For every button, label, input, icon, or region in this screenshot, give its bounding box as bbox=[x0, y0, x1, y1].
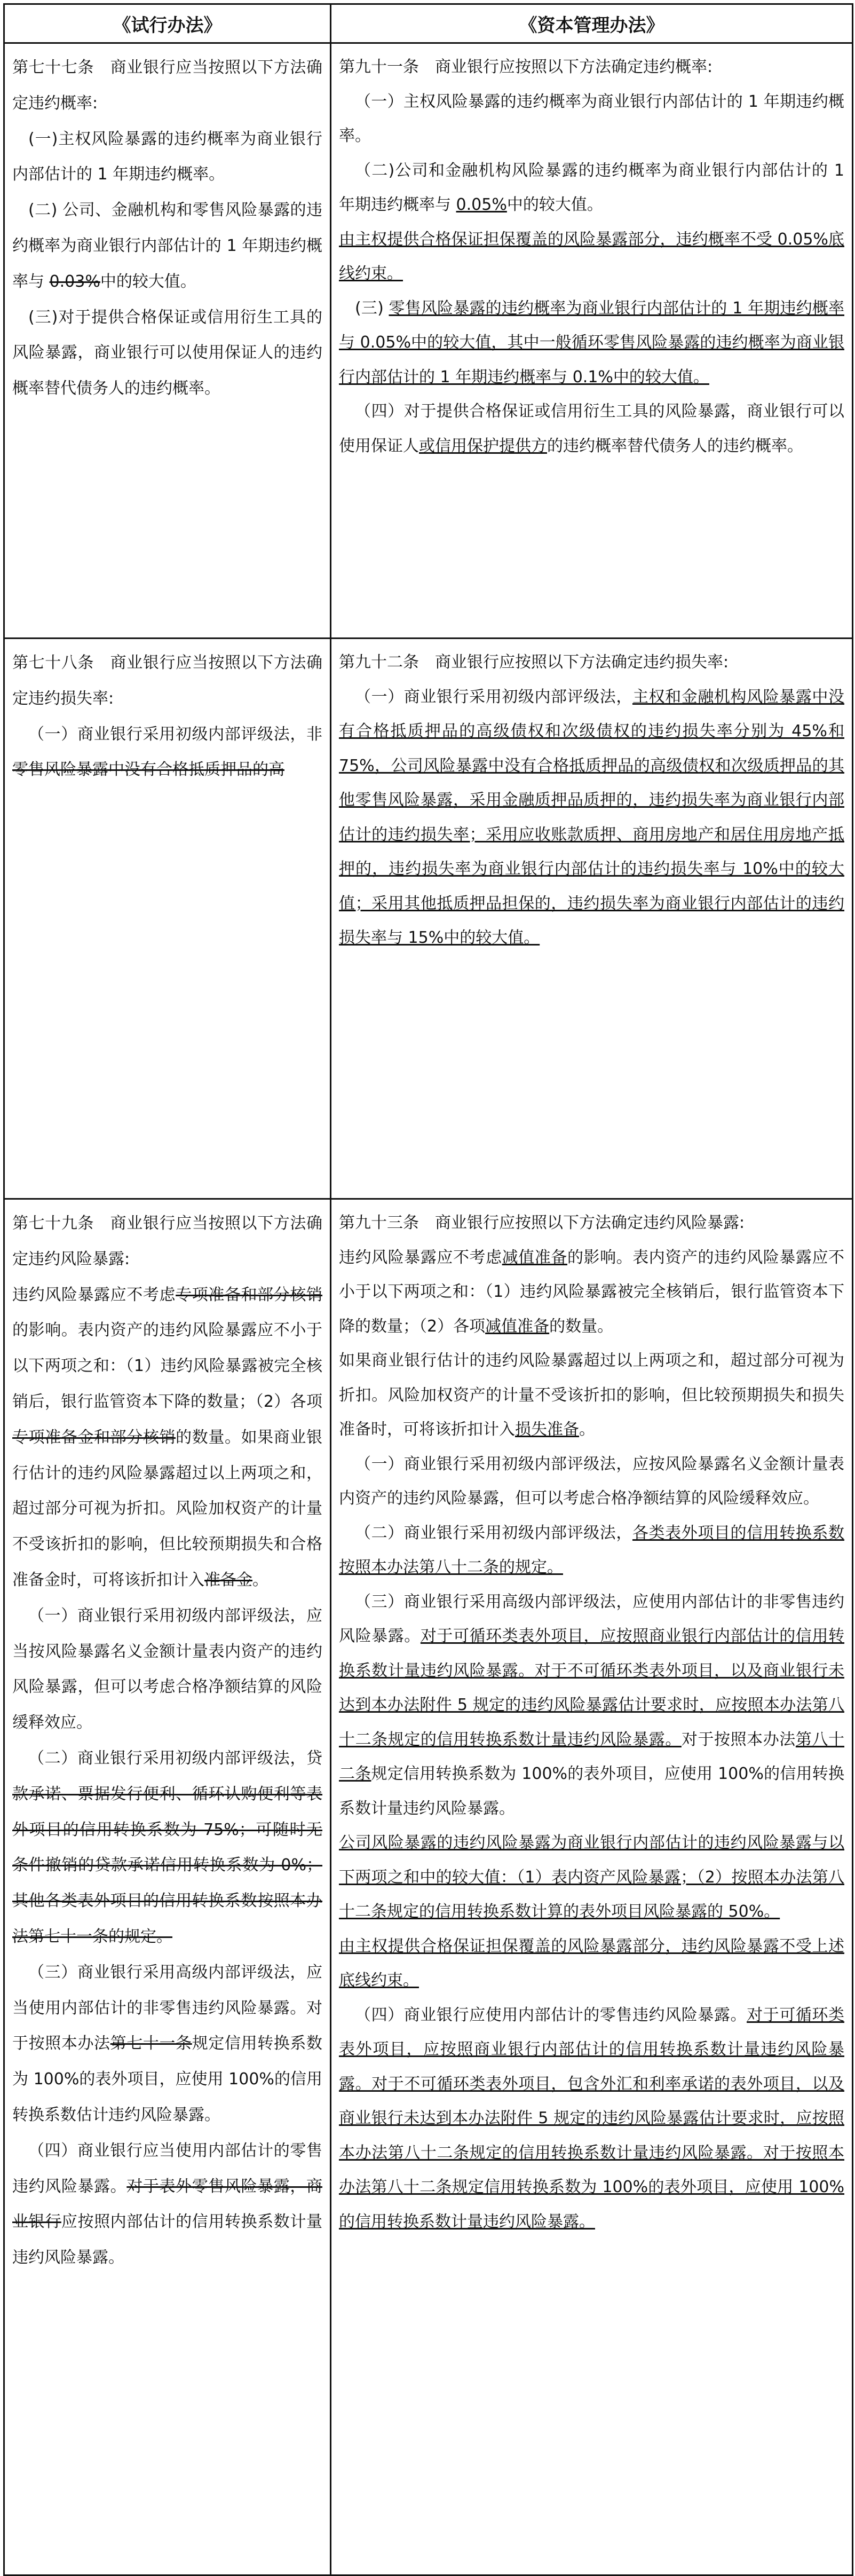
text-segment: 规定信用转换系数为 100%的表外项目，应使用 100%的信用转换系数估计违约风险暴露。 bbox=[12, 2034, 323, 2124]
capital-article-93 bbox=[331, 1199, 853, 2575]
text-segment: 的影响。表内资产的违约风险暴露应不小于以下两项之和：（1）违约风险暴露被完全核销后，银行监管资本下降的数量；（2）各项 bbox=[339, 1248, 845, 1336]
struck-text: 专项准备和部分核销 bbox=[176, 1285, 323, 1304]
text-segment: 规定信用转换系数为 100%的表外项目，应使用 100%的信用转换系数计量违约风险暴露。 bbox=[339, 1764, 845, 1818]
underlined-text: 减值准备 bbox=[502, 1248, 567, 1267]
text-segment: （一）主权风险暴露的违约概率为商业银行内部估计的 1 年期违约概率。 bbox=[339, 92, 844, 145]
underlined-text: 对于可循环类表外项目，应按照商业银行内部估计的信用转换系数计量违约风险暴露。对于不可循环类表外项目，以及商业银行未达到本办法附件 5 规定的违约风险暴露估计要求时，应按照本办法第八十二条规定的信用转换系数计量违约风险暴露。 bbox=[339, 1627, 845, 1749]
text-segment: （四）商业银行应使用内部估计的零售违约风险暴露。 bbox=[355, 2005, 747, 2024]
underlined-text: 各类表外项目的信用转换系数按照本办法第八十二条的规定。 bbox=[339, 1523, 845, 1577]
text-segment: 如果商业银行估计的违约风险暴露超过以上两项之和，超过部分可视为折扣。风险加权资产的计量不受该折扣的影响，但比较预期损失和损失准备时，可将该折扣计入 bbox=[339, 1351, 844, 1439]
text-segment: (二) 公司、金融机构和零售风险暴露的违约概率为商业银行内部估计的 1 年期违约概率与 bbox=[12, 201, 322, 291]
trial-article-77 bbox=[4, 43, 331, 639]
paragraph bbox=[12, 50, 322, 122]
paragraph bbox=[339, 1206, 844, 1241]
text-segment: 。 bbox=[252, 1570, 268, 1589]
paragraph bbox=[339, 1826, 844, 1929]
text-segment: 的影响。表内资产的违约风险暴露应不小于以下两项之和：（1）违约风险暴露被完全核销后，银行监管资本下降的数量；（2）各项 bbox=[12, 1321, 322, 1411]
paragraph bbox=[339, 1241, 844, 1344]
paragraph bbox=[12, 2133, 322, 2276]
article-row-exposure-at-default bbox=[4, 1199, 853, 2575]
text-segment: （三）商业银行采用高级内部评级法，应使用内部估计的非零售违约风险暴露。 bbox=[339, 1592, 844, 1645]
struck-text: 零售风险暴露中没有合格抵质押品的高 bbox=[12, 760, 284, 779]
struck-text: 准备金 bbox=[204, 1570, 252, 1589]
text-segment: （二)公司和金融机构风险暴露的违约概率为商业银行内部估计的 1 年期违约概率与 bbox=[339, 161, 844, 214]
trial-article-79 bbox=[4, 1199, 331, 2575]
text-segment: 中的较大值。 bbox=[100, 272, 196, 291]
article-row-default-probability bbox=[4, 43, 853, 639]
paragraph bbox=[12, 1278, 322, 1598]
paragraph bbox=[12, 122, 322, 193]
header-capital-measures: 《资本管理办法》 bbox=[331, 4, 853, 43]
underlined-text: 由主权提供合格保证担保覆盖的风险暴露部分，违约风险暴露不受上述底线约束。 bbox=[339, 1936, 844, 1990]
text-segment: （一）商业银行采用初级内部评级法，非 bbox=[28, 724, 322, 744]
paragraph bbox=[12, 300, 322, 407]
paragraph bbox=[339, 395, 844, 463]
text-segment: 的数量。 bbox=[549, 1317, 614, 1336]
text-segment: （一）商业银行采用初级内部评级法， bbox=[355, 687, 632, 706]
text-segment: 中的较大值。 bbox=[506, 195, 603, 214]
underlined-text: 零售风险暴露的违约概率为商业银行内部估计的 1 年期违约概率与 0.05%中的较大值，其中一般循环零售风险暴露的违约概率为商业银行内部估计的 1 年期违约概率与 0.1%中的较大值。 bbox=[339, 298, 844, 387]
text-segment: （四）商业银行应当使用内部估计的零售违约风险暴露。 bbox=[12, 2141, 322, 2196]
underlined-text: 由主权提供合格保证担保覆盖的风险暴露部分，违约概率不受 0.05%底线约束。 bbox=[339, 230, 844, 283]
trial-article-78 bbox=[4, 639, 331, 1199]
struck-text: 对于表外零售风险暴露，商业银行 bbox=[12, 2177, 323, 2232]
text-segment: 的违约概率替代债务人的违约概率。 bbox=[547, 436, 803, 455]
underlined-text: 减值准备 bbox=[485, 1317, 550, 1336]
header-row bbox=[4, 4, 853, 43]
paragraph bbox=[12, 717, 322, 789]
text-segment: (三)对于提供合格保证或信用衍生工具的风险暴露，商业银行可以使用保证人的违约概率替代债务人的违约概率。 bbox=[12, 308, 322, 398]
text-segment: （二）商业银行采用初级内部评级法，贷 bbox=[28, 1748, 322, 1768]
paragraph bbox=[339, 292, 844, 395]
paragraph bbox=[12, 1955, 322, 2133]
paragraph bbox=[339, 1929, 844, 1998]
paragraph bbox=[339, 154, 844, 223]
comparison-table bbox=[3, 3, 853, 2576]
text-segment: （四）对于提供合格保证或信用衍生工具的风险暴露，商业银行可以使用保证人 bbox=[339, 402, 844, 455]
paragraph bbox=[339, 1585, 844, 1826]
paragraph bbox=[339, 680, 844, 956]
underlined-text: 公司风险暴露的违约风险暴露为商业银行内部估计的违约风险暴露与以下两项之和中的较大值：（1）表内资产风险暴露；（2）按照本办法第八十二条规定的信用转换系数计算的表外项目风险暴露的 50%。 bbox=[339, 1833, 844, 1921]
text-segment: 第七十七条 商业银行应当按照以下方法确定违约概率: bbox=[12, 58, 322, 113]
header-trial-measures: 《试行办法》 bbox=[4, 4, 331, 43]
paragraph bbox=[12, 645, 322, 717]
text-segment: 的数量。如果商业银行估计的违约风险暴露超过以上两项之和，超过部分可视为折扣。风险加权资产的计量不受该折扣的影响，但比较预期损失和合格准备金时，可将该折扣计入 bbox=[12, 1428, 323, 1589]
text-segment: （二）商业银行采用初级内部评级法， bbox=[355, 1523, 632, 1542]
struck-text: 款承诺、票据发行便利、循环认购便利等表外项目的信用转换系数为 75%；可随时无条件撤销的贷款承诺信用转换系数为 0%；其他各类表外项目的信用转换系数按照本办法第七十一条的规定。 bbox=[12, 1784, 322, 1946]
text-segment: 第九十一条 商业银行应按照以下方法确定违约概率: bbox=[339, 58, 713, 76]
text-segment: 违约风险暴露应不考虑 bbox=[339, 1248, 502, 1267]
paragraph bbox=[339, 85, 844, 154]
underlined-text: 或信用保护提供方 bbox=[419, 436, 547, 455]
paragraph bbox=[339, 1447, 844, 1516]
struck-text: 第七十一条 bbox=[110, 2034, 192, 2053]
paragraph bbox=[339, 1344, 844, 1447]
paragraph bbox=[339, 645, 844, 680]
paragraph bbox=[339, 50, 844, 85]
text-segment: 。 bbox=[579, 1420, 595, 1439]
text-segment: 第九十二条 商业银行应按照以下方法确定违约损失率: bbox=[339, 653, 729, 672]
text-segment: 第七十八条 商业银行应当按照以下方法确定违约损失率: bbox=[12, 653, 322, 708]
paragraph bbox=[12, 193, 322, 300]
struck-text: 专项准备金和部分核销 bbox=[12, 1428, 176, 1447]
paragraph bbox=[339, 223, 844, 292]
underlined-text: 损失准备 bbox=[515, 1420, 579, 1439]
underlined-text: 对于可循环类表外项目，应按照商业银行内部估计的信用转换系数计量违约风险暴露。对于不可循环类表外项目，包含外汇和利率承诺的表外项目，以及商业银行未达到本办法附件 5 规定的违约风险暴露估计要求时，应按照本办法第八十二条规定的信用转换系数计量违约风险暴露。对于按照本办法第八十二条规定信用转换系数为 100%的表外项目，应使用 100%的信用转换系数计量违约风险暴露。 bbox=[339, 2005, 845, 2231]
paragraph bbox=[339, 1998, 844, 2240]
struck-text: 0.03% bbox=[49, 272, 100, 291]
paragraph bbox=[12, 1741, 322, 1955]
paragraph bbox=[339, 1516, 844, 1585]
paragraph bbox=[12, 1206, 322, 1278]
article-row-loss-given-default bbox=[4, 639, 853, 1199]
underlined-text: 0.05% bbox=[456, 195, 507, 214]
text-segment: （三）商业银行采用高级内部评级法，应当使用内部估计的非零售违约风险暴露。对于按照本办法 bbox=[12, 1963, 322, 2053]
capital-article-92 bbox=[331, 639, 853, 1199]
text-segment: 对于按照本办法 bbox=[681, 1730, 796, 1749]
text-segment: (三) bbox=[355, 298, 389, 318]
text-segment: 违约风险暴露应不考虑 bbox=[12, 1285, 176, 1304]
underlined-text: 主权和金融机构风险暴露中没有合格抵质押品的高级债权和次级债权的违约损失率分别为 45%和 75%，公司风险暴露中没有合格抵质押品的高级债权和次级质押品的其他零售风险暴露，采用金融质押品质押的，违约损失率为商业银行内部估计的违约损失率；采用应收账款质押、商用房地产和居住用房地产抵押的，违约损失率为商业银行内部估计的违约损失率与 10%中的较大值；采用其他抵质押品担保的，违约损失率为商业银行内部估计的违约损失率与 15%中的较大值。 bbox=[339, 687, 845, 947]
paragraph bbox=[12, 1598, 322, 1741]
text-segment: 第九十三条 商业银行应按照以下方法确定违约风险暴露: bbox=[339, 1214, 745, 1232]
text-segment: 应按照内部估计的信用转换系数计量违约风险暴露。 bbox=[12, 2212, 323, 2267]
text-segment: （一）商业银行采用初级内部评级法，应当按风险暴露名义金额计量表内资产的违约风险暴露，但可以考虑合格净额结算的风险缓释效应。 bbox=[12, 1606, 322, 1732]
capital-article-91 bbox=[331, 43, 853, 639]
text-segment: (一)主权风险暴露的违约概率为商业银行内部估计的 1 年期违约概率。 bbox=[12, 129, 322, 184]
underlined-text: 第八十二条 bbox=[339, 1730, 845, 1783]
text-segment: （一）商业银行采用初级内部评级法，应按风险暴露名义金额计量表内资产的违约风险暴露，但可以考虑合格净额结算的风险缓释效应。 bbox=[339, 1454, 844, 1508]
text-segment: 第七十九条 商业银行应当按照以下方法确定违约风险暴露: bbox=[12, 1214, 322, 1269]
